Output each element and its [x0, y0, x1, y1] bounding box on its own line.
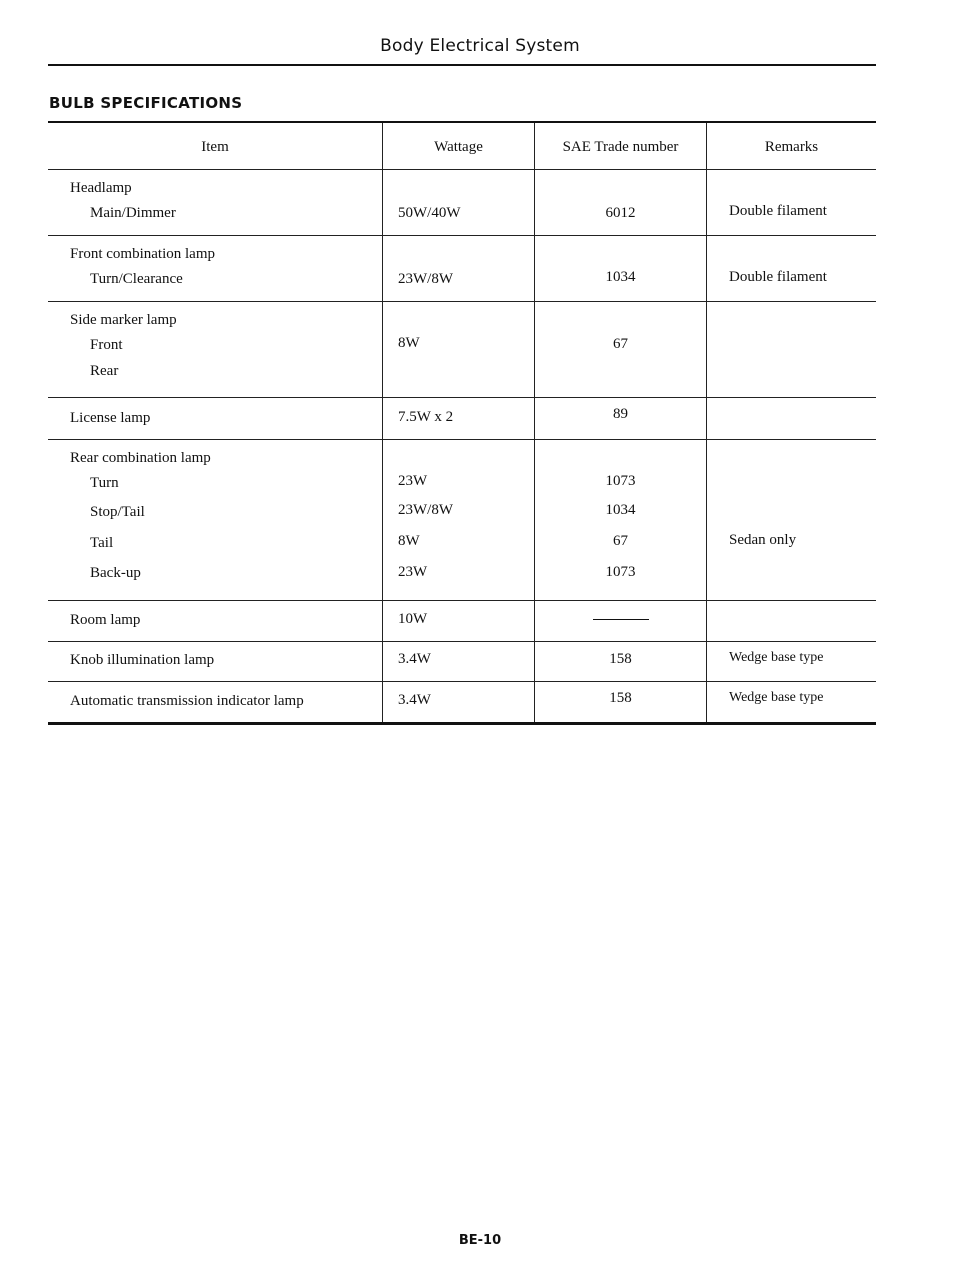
header-remarks: Remarks [764, 139, 819, 155]
table-row-knob-illumination-lamp [48, 642, 876, 682]
sae-value: 1073 [605, 473, 636, 489]
table-row-rear-combination-lamp [48, 440, 876, 601]
item-sublabel: Stop/Tail [90, 504, 145, 520]
bulb-spec-table [48, 121, 876, 725]
header-rule [48, 64, 876, 66]
table-row-at-indicator-lamp [48, 682, 876, 722]
wattage-value: 23W/8W [398, 271, 453, 287]
table-row-front-combination-lamp [48, 236, 876, 302]
item-label: License lamp [70, 410, 151, 426]
remarks-value: Wedge base type [729, 690, 824, 705]
wattage-value: 23W/8W [398, 502, 453, 518]
item-label: Room lamp [70, 612, 141, 628]
remarks-value: Double filament [729, 203, 827, 219]
wattage-value: 23W [398, 564, 428, 580]
wattage-value: 10W [398, 611, 428, 627]
item-label: Headlamp [70, 180, 132, 196]
header-item: Item [201, 139, 229, 155]
sae-value: 6012 [605, 205, 636, 221]
table-row-headlamp [48, 170, 876, 236]
page-header: Body Electrical System [380, 36, 580, 56]
wattage-value: 8W [398, 533, 420, 549]
table-header-row [48, 123, 876, 170]
not-applicable-dash [593, 619, 649, 620]
item-sublabel: Main/Dimmer [90, 205, 176, 221]
header-sae: SAE Trade number [562, 139, 679, 155]
item-sublabel: Back-up [90, 565, 141, 581]
table-row-side-marker-lamp [48, 302, 876, 398]
item-label: Automatic transmission indicator lamp [70, 693, 304, 709]
page-number: BE-10 [458, 1233, 502, 1248]
wattage-value: 3.4W [398, 651, 431, 667]
wattage-value: 7.5W x 2 [398, 409, 454, 425]
remarks-value: Double filament [729, 269, 827, 285]
sae-value: 1073 [605, 564, 636, 580]
sae-value: 67 [613, 533, 628, 549]
table-row-room-lamp [48, 601, 876, 642]
item-label: Side marker lamp [70, 312, 177, 328]
sae-value: 1034 [605, 502, 636, 518]
sae-value: 158 [609, 690, 632, 706]
sae-value: 1034 [605, 269, 636, 285]
sae-value: 67 [613, 336, 628, 352]
item-label: Knob illumination lamp [70, 652, 215, 668]
item-sublabel: Front [90, 337, 123, 353]
sae-value: 158 [609, 651, 632, 667]
item-sublabel: Turn/Clearance [90, 271, 183, 287]
wattage-value: 8W [398, 335, 420, 351]
item-sublabel: Turn [90, 475, 119, 491]
remarks-value: Sedan only [729, 532, 797, 548]
table-bottom-rule [48, 722, 876, 725]
wattage-value: 50W/40W [398, 205, 461, 221]
item-sublabel: Tail [90, 535, 114, 551]
sae-value: 89 [613, 406, 628, 422]
wattage-value: 3.4W [398, 692, 431, 708]
item-label: Rear combination lamp [70, 450, 211, 466]
item-sublabel: Rear [90, 363, 119, 379]
header-wattage: Wattage [434, 139, 483, 155]
wattage-value: 23W [398, 473, 428, 489]
table-row-license-lamp [48, 398, 876, 440]
remarks-value: Wedge base type [729, 650, 824, 665]
item-label: Front combination lamp [70, 246, 215, 262]
section-title: BULB SPECIFICATIONS [49, 94, 243, 112]
